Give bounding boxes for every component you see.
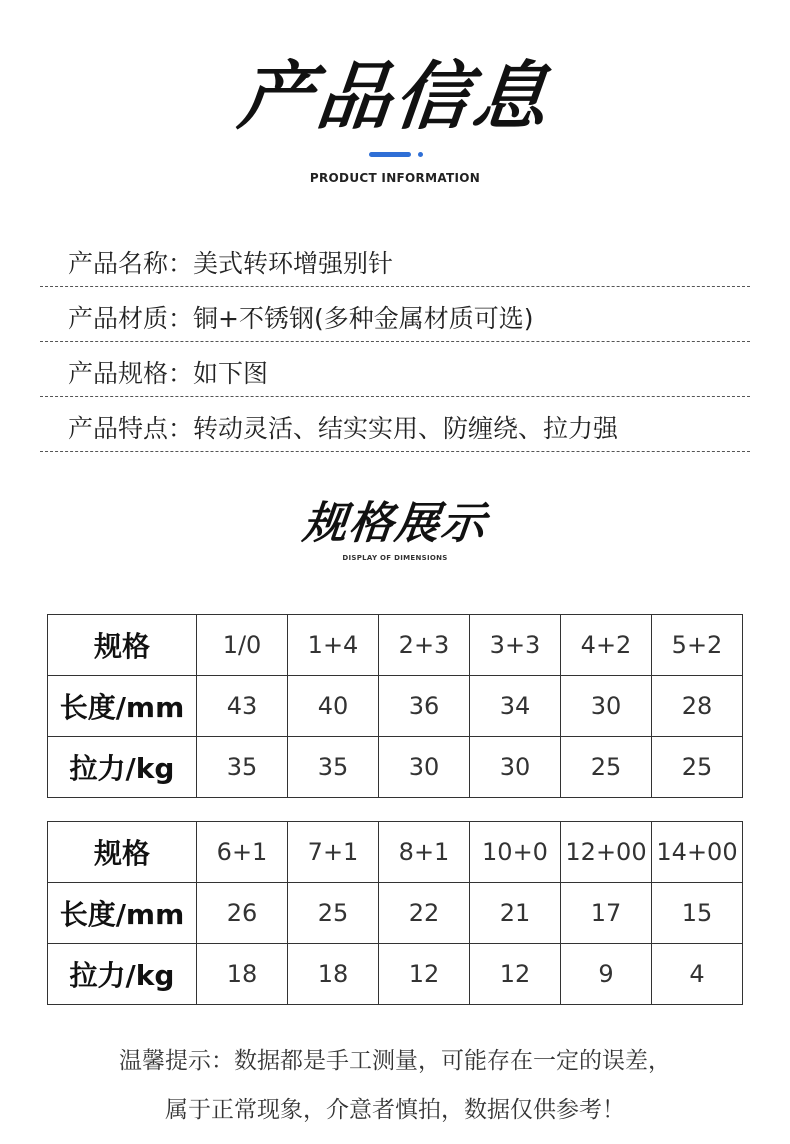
product-info-list xyxy=(40,232,750,452)
row-header: 规格 xyxy=(48,615,197,676)
table-cell: 3+3 xyxy=(470,615,561,676)
spec-title: 规格展示 xyxy=(300,498,490,549)
table-cell: 30 xyxy=(561,676,652,737)
table-cell: 12 xyxy=(470,944,561,1005)
table-cell: 43 xyxy=(197,676,288,737)
table-cell: 7+1 xyxy=(288,822,379,883)
spec-table-1 xyxy=(47,614,743,798)
table-row xyxy=(48,944,743,1005)
info-row-features xyxy=(40,397,750,452)
table-cell: 10+0 xyxy=(470,822,561,883)
info-text: 产品规格：如下图 xyxy=(68,359,269,388)
table-cell: 21 xyxy=(470,883,561,944)
row-header: 长度/mm xyxy=(48,676,197,737)
table-row xyxy=(48,822,743,883)
row-header: 长度/mm xyxy=(48,883,197,944)
page-title: 产品信息 xyxy=(234,54,556,140)
spec-subtitle: DISPLAY OF DIMENSIONS xyxy=(342,554,448,562)
table-row xyxy=(48,615,743,676)
note-line-2: 属于正常现象，介意者慎拍，数据仅供参考！ xyxy=(165,1097,625,1123)
table-cell: 5+2 xyxy=(652,615,743,676)
table-cell: 35 xyxy=(197,737,288,798)
table-cell: 6+1 xyxy=(197,822,288,883)
table-cell: 4+2 xyxy=(561,615,652,676)
info-row-name xyxy=(40,232,750,287)
info-row-material xyxy=(40,287,750,342)
note-line-1: 温馨提示：数据都是手工测量，可能存在一定的误差， xyxy=(119,1048,671,1074)
info-text: 产品特点：转动灵活、结实实用、防缠绕、拉力强 xyxy=(68,414,619,443)
table-cell: 8+1 xyxy=(379,822,470,883)
row-header: 拉力/kg xyxy=(48,737,197,798)
table-cell: 25 xyxy=(652,737,743,798)
table-cell: 1+4 xyxy=(288,615,379,676)
info-row-spec xyxy=(40,342,750,397)
table-cell: 25 xyxy=(288,883,379,944)
table-row xyxy=(48,883,743,944)
table-cell: 18 xyxy=(288,944,379,1005)
table-cell: 15 xyxy=(652,883,743,944)
table-cell: 4 xyxy=(652,944,743,1005)
table-cell: 1/0 xyxy=(197,615,288,676)
row-header: 拉力/kg xyxy=(48,944,197,1005)
table-cell: 25 xyxy=(561,737,652,798)
table-cell: 35 xyxy=(288,737,379,798)
table-cell: 2+3 xyxy=(379,615,470,676)
table-cell: 22 xyxy=(379,883,470,944)
accent-bar xyxy=(369,152,411,157)
page-subtitle: PRODUCT INFORMATION xyxy=(309,171,481,185)
table-cell: 14+00 xyxy=(652,822,743,883)
table-row xyxy=(48,737,743,798)
table-cell: 34 xyxy=(470,676,561,737)
table-cell: 9 xyxy=(561,944,652,1005)
table-cell: 30 xyxy=(470,737,561,798)
table-cell: 12 xyxy=(379,944,470,1005)
table-cell: 12+00 xyxy=(561,822,652,883)
table-cell: 28 xyxy=(652,676,743,737)
table-cell: 36 xyxy=(379,676,470,737)
accent-dot xyxy=(418,152,423,157)
table-cell: 40 xyxy=(288,676,379,737)
table-cell: 26 xyxy=(197,883,288,944)
table-cell: 17 xyxy=(561,883,652,944)
table-cell: 18 xyxy=(197,944,288,1005)
row-header: 规格 xyxy=(48,822,197,883)
info-text: 产品名称：美式转环增强别针 xyxy=(68,249,394,278)
spec-table-2 xyxy=(47,821,743,1005)
table-cell: 30 xyxy=(379,737,470,798)
info-text: 产品材质：铜+不锈钢(多种金属材质可选) xyxy=(68,304,534,333)
table-row xyxy=(48,676,743,737)
